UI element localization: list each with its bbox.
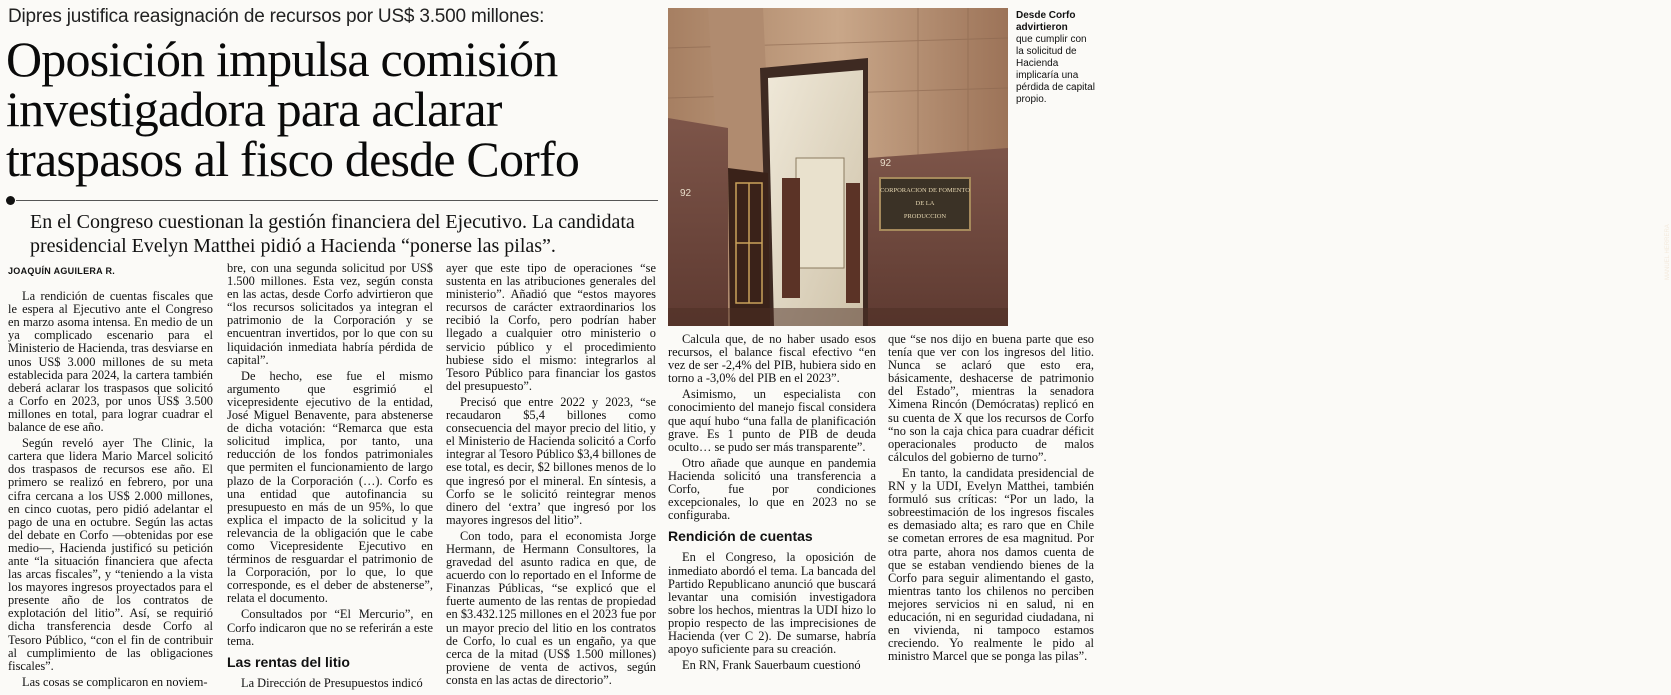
subheadline: En el Congreso cuestionan la gestión financiera del Ejecutivo. La candidata presidencial Evelyn Matthei pidió a Hacienda “ponerse las pilas”. [30, 211, 635, 257]
article-column-4 [668, 333, 876, 675]
article-column-5 [888, 333, 1094, 666]
svg-text:PRODUCCION: PRODUCCION [903, 213, 947, 220]
kicker: Dipres justifica reasignación de recursos por US$ 3.500 millones: [8, 6, 545, 27]
caption-title: Desde Corfo advirtieron [1016, 10, 1076, 33]
paragraph: De hecho, ese fue el mismo argumento que esgrimió el vicepresidente ejecutivo de la entidad, José Miguel Benavente, para abstenerse de dicha votación: “Remarca que esta solicitud implica, por tanto, una reducción de los fondos patrimoniales que permiten el funcionamiento de largo plazo de la Corporación (…). Corfo es una entidad que autofinancia su presupuesto en más de un 95%, lo que explica el impacto de la solicitud y la relevancia de la obligación que le cabe como Vicepresidente Ejecutivo en términos de resguardar el patrimonio de la Corporación, por lo que, lo que corresponde, es el deber de abstenerse”, relata el documento. [227, 368, 433, 606]
byline: JOAQUÍN AGUILERA R. [8, 266, 116, 276]
paragraph: ayer que este tipo de operaciones “se sustenta en las atribuciones generales del ministerio”. Añadió que “estos mayores recursos de carácter extraordinarios los recibió la Corfo, pero podrían haber llegado a cualquier otro ministerio o servicio público y el procedimiento hubiese sido el mismo: integrarlos al Tesoro Público para financiar los gastos del presupuesto”. [446, 261, 656, 393]
paragraph: Asimismo, un especialista con conocimiento del manejo fiscal considera que aquí hubo “una falla de planificación grave. Es 1 punto de PIB de deuda oculto… se pudo ser más transparente”. [668, 387, 876, 454]
article-column-1 [8, 265, 213, 692]
paragraph: que “se nos dijo en buena parte que eso tenía que ver con los ingresos del litio. Nunca se aclaró que esto era, básicamente, deshacerse de patrimonio del Estado”, mientras la senadora Ximena Rincón (Demócratas) replicó en su cuenta de X que los recursos de Corfo “no son la caja chica para cuadrar déficit operacionales producto de malos cálculos del gobierno de turno”. [888, 332, 1094, 464]
building-illustration [668, 8, 1008, 326]
street-number: 92 [880, 158, 892, 169]
caption-text: que cumplir con la solicitud de Hacienda implicaría una pérdida de capital propio. [1016, 34, 1095, 105]
section-heading: Las rentas del litio [227, 653, 350, 670]
svg-text:DE LA: DE LA [915, 200, 935, 207]
svg-text:92: 92 [680, 188, 692, 199]
paragraph: Según reveló ayer The Clinic, la cartera que lidera Mario Marcel solicitó dos traspasos de recursos ese año. El primero se realizó en febrero, por una cifra cercana a los US$ 2.000 millones, en cinco cuotas, pero pidió adelantar el pago de una en octubre. Según las actas del debate en Corfo —obtenidas por ese medio—, Hacienda justificó su petición ante “la situación financiera que afecta las arcas fiscales”, y “teniendo a la vista los mayores ingresos proyectados para el presente año de los contratos de explotación del litio”. Así, se requirió dicha transferencia desde Corfo al Tesoro Público, “con el fin de contribuir al cumplimiento de las obligaciones fiscales”. [8, 436, 213, 673]
paragraph: Otro añade que aunque en pandemia Hacienda solicitó una transferencia a Corfo, fue por condiciones excepcionales, lo que en 2023 no se configuraba. [668, 455, 876, 523]
article-column-2 [227, 262, 433, 693]
paragraph: En el Congreso, la oposición de inmediato abordó el tema. La bancada del Partido Republicano anunció que buscará levantar una comisión investigadora sobre los hechos, mientras la UDI hizo lo propio respecto de las imprecisiones de Hacienda (ver C 2). De sumarse, habría apoyo suficiente para su creación. [668, 550, 876, 657]
photo-caption [1016, 10, 1096, 106]
paragraph: La Dirección de Presupuestos indicó [241, 675, 423, 690]
paragraph: Calcula que, de no haber usado esos recursos, el balance fiscal efectivo “en vez de ser -2,4% del PIB, hubiera sido en torno a -3,0% del PIB en el 2023”. [668, 332, 876, 386]
paragraph: Con todo, para el economista Jorge Hermann, de Hermann Consultores, la gravedad del asunto radica en que, de acuerdo con lo reportado en el Informe de Finanzas Públicas, “se explicó que el fuerte aumento de las rentas de propiedad en $3.432.125 millones en el 2023 fue por un mayor precio del litio en los contratos de Corfo, lo cual es un engaño, ya que cerca de la mitad (US$ 1.500 millones) proviene de venta de activos, según consta en las actas de directorio”. [446, 528, 656, 687]
paragraph: La rendición de cuentas fiscales que le espera al Ejecutivo ante el Congreso en marzo asoma intensa. En medio de un ya complicado escenario para el Ministerio de Hacienda, tras desviarse en unos US$ 3.000 millones de su meta establecida para 2024, la cartera también deberá aclarar los traspasos que solicitó a Corfo en 2023, por unos US$ 3.500 millones en total, para lograr cuadrar el balance de ese año. [8, 289, 213, 435]
headline: Oposición impulsa comisión investigadora para aclarar traspasos al fisco desde Corfo [6, 31, 580, 187]
paragraph: Consultados por “El Mercurio”, en Corfo indicaron que no se referirán a este tema. [227, 607, 433, 648]
article-column-3 [446, 262, 656, 690]
paragraph: Las cosas se complicaron en noviem- [22, 674, 208, 689]
paragraph: bre, con una segunda solicitud por US$ 1.500 millones. Esta vez, según consta en las actas, desde Corfo advirtieron que “los recursos solicitados ya integran el patrimonio de la Corporación y se encuentran invertidos, por lo que con su liquidación inmediata habría pérdida de capital”. [227, 261, 433, 367]
svg-text:CORPORACION DE FOMENTO: CORPORACION DE FOMENTO [880, 187, 970, 194]
paragraph: Precisó que entre 2022 y 2023, “se recaudaron $5,4 billones como consecuencia del mayor precio del litio, y el Ministerio de Hacienda solicitó a Corfo integrar al Tesoro Público $3,4 billones de ese total, es decir, $2 billones menos de lo que ingresó por el mineral. En síntesis, a Corfo se le solicitó reintegrar menos dinero del ‘extra’ que ingresó por los mayores ingresos del litio”. [446, 394, 656, 527]
paragraph: En tanto, la candidata presidencial de RN y la UDI, Evelyn Matthei, también formuló sus críticas: “Por un lado, la sobreestimación de los ingresos fiscales es demasiado alta; es raro que en Chile se cometan errores de esa magnitud. Por otra parte, ahora nos damos cuenta de que se estaban vendiendo bienes de la Corfo para seguir alimentando el gasto, mientras tanto los chilenos no perciben mejores servicios ni en salud, ni en educación, ni en seguridad ciudadana, ni en vivienda, ni tampoco estamos creciendo. Yo realmente le pido al ministro Marcel que se ponga las pilas”. [888, 465, 1094, 664]
divider-rule [16, 200, 658, 201]
bullet-dot [6, 196, 15, 205]
section-heading: Rendición de cuentas [668, 528, 813, 545]
paragraph: En RN, Frank Sauerbaum cuestionó [682, 658, 861, 673]
photo-credit: MANUEL HERRERA [1665, 224, 1671, 280]
